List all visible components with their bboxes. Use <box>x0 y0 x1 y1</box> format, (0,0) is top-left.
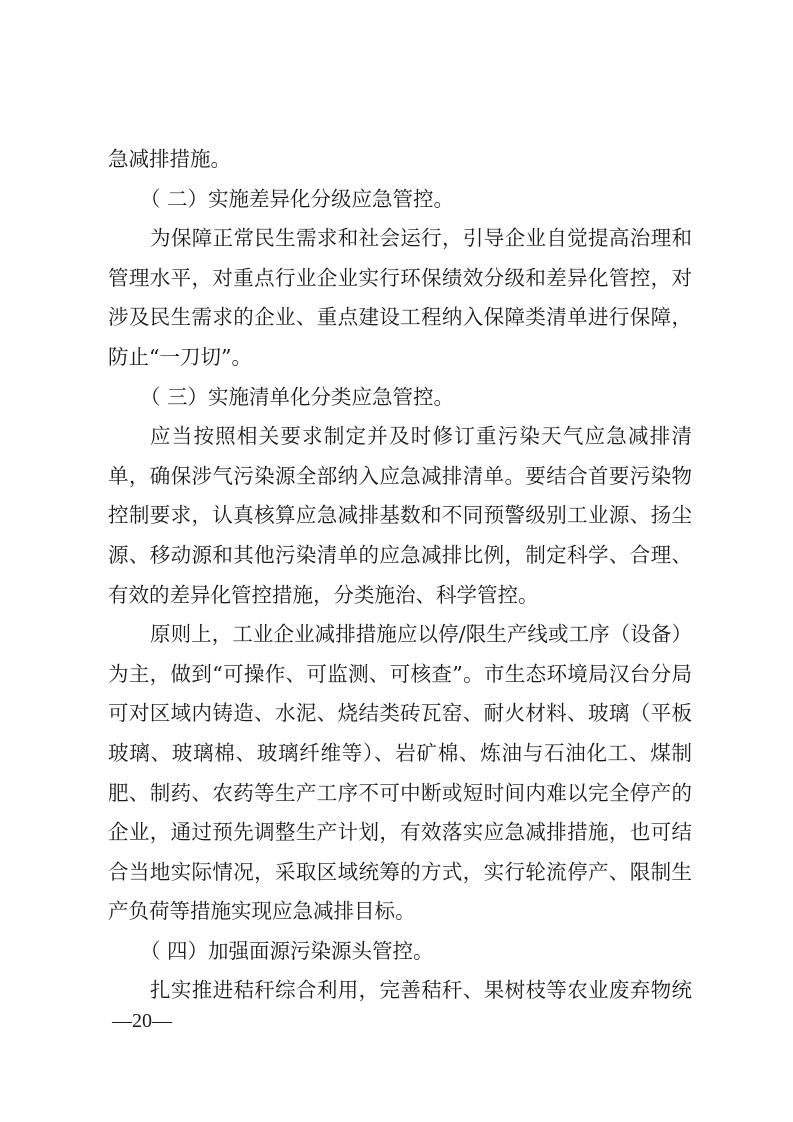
section-heading: （ 三）实施清单化分类应急管控。 <box>140 384 455 409</box>
text-line: 涉及民生需求的企业、重点建设工程纳入保障类清单进行保障， <box>108 305 692 330</box>
text-line: 为主，做到“可操作、可监测、可核查”。市生态环境局汉台分局 <box>108 661 692 686</box>
text-line: 可对区域内铸造、水泥、烧结类砖瓦窑、耐火材料、玻璃（平板 <box>108 701 692 726</box>
text-line: 控制要求，认真核算应急减排基数和不同预警级别工业源、扬尘 <box>108 503 692 528</box>
text-line: 源、移动源和其他污染清单的应急减排比例，制定科学、合理、 <box>108 542 692 567</box>
document-body <box>108 140 692 1011</box>
text-line: 管理水平，对重点行业企业实行环保绩效分级和差异化管控，对 <box>108 265 692 290</box>
page-number: —20— <box>112 1010 172 1032</box>
text-line: 防止“一刀切”。 <box>108 344 252 369</box>
section-heading: （ 四）加强面源污染源头管控。 <box>140 938 434 963</box>
text-line: 产负荷等措施实现应急减排目标。 <box>108 899 416 924</box>
text-line: 应当按照相关要求制定并及时修订重污染天气应急减排清 <box>150 424 692 449</box>
text-line: 原则上，工业企业减排措施应以停/限生产线或工序（设备） <box>150 622 692 647</box>
text-line: 急减排措施。 <box>108 147 231 171</box>
text-line: 单，确保涉气污染源全部纳入应急减排清单。要结合首要污染物 <box>108 463 692 488</box>
text-line: 玻璃、玻璃棉、玻璃纤维等）、岩矿棉、炼油与石油化工、煤制 <box>108 740 692 765</box>
text-line: 企业，通过预先调整生产计划，有效落实应急减排措施，也可结 <box>108 820 692 845</box>
section-heading: （ 二）实施差异化分级应急管控。 <box>140 186 455 211</box>
text-line: 有效的差异化管控措施，分类施治、科学管控。 <box>108 582 539 607</box>
text-line: 合当地实际情况，采取区域统筹的方式，实行轮流停产、限制生 <box>108 859 692 884</box>
text-line: 肥、制药、农药等生产工序不可中断或短时间内难以完全停产的 <box>108 780 692 805</box>
text-line: 扎实推进秸秆综合利用，完善秸秆、果树枝等农业废弃物统 <box>150 978 692 1003</box>
text-line: 为保障正常民生需求和社会运行，引导企业自觉提高治理和 <box>150 226 692 251</box>
